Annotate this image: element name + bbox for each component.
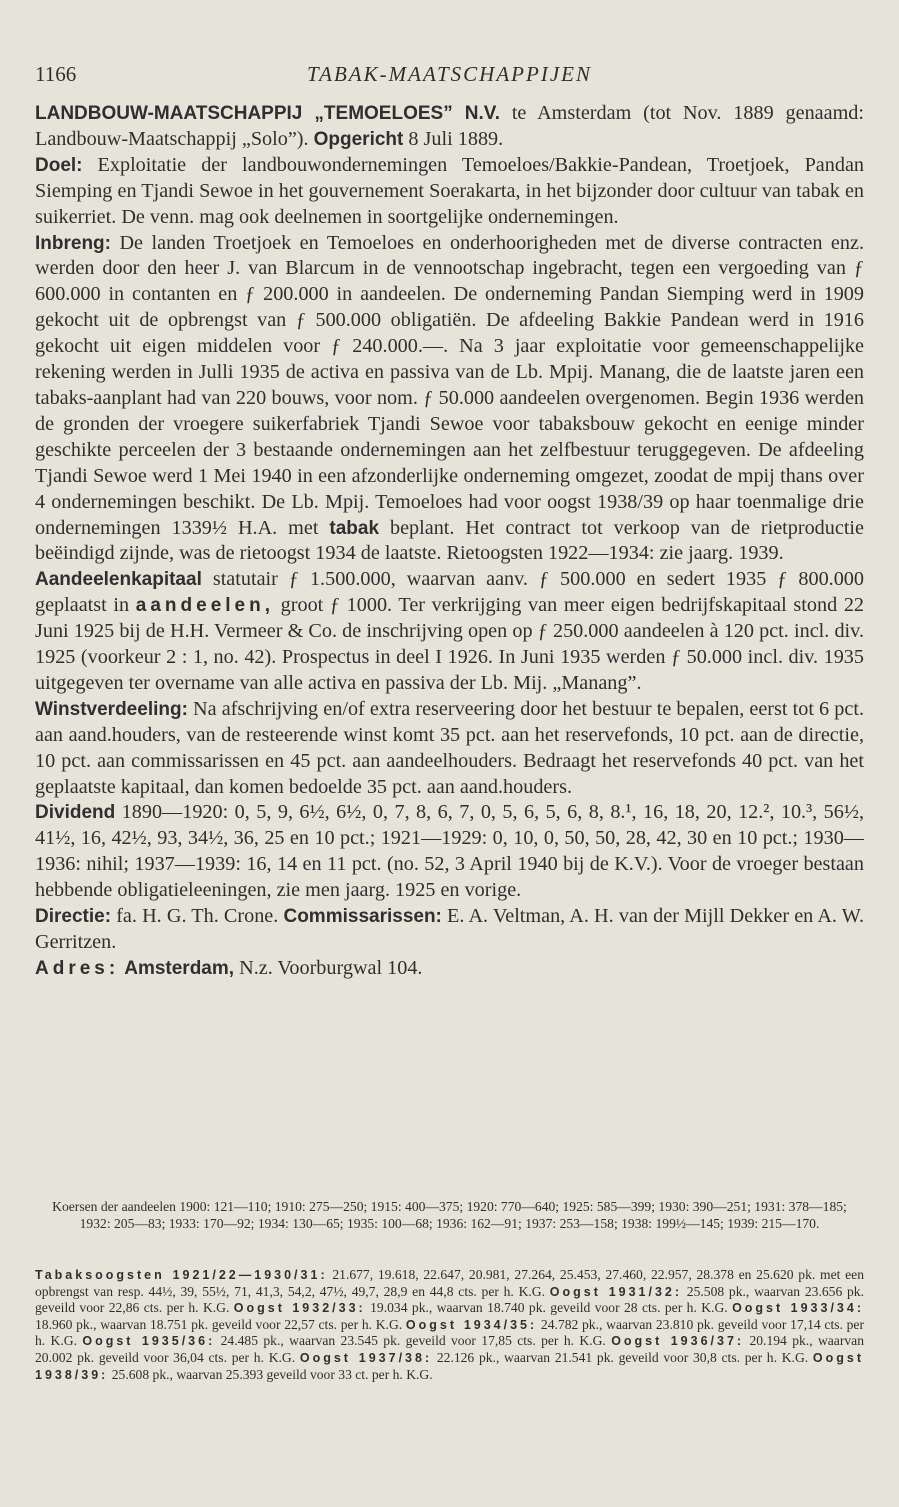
directie-label: Directie: (35, 906, 112, 928)
oogsten-text-2: 25.508 pk., waarvan 23.656 pk. geveild voor 22,86 cts. per h. K.G. (35, 1283, 864, 1316)
inbreng-text-2: beplant. Het contract tot verkoop van de rietproductie beëindigd zijnde, was de rietoogst 1934 de laatste. Rietoogsten 1922—1934: zie jaarg. 1939. (35, 516, 865, 565)
adres-paragraph (35, 956, 864, 982)
kapitaal-text-2: groot ƒ 1000. Ter verkrijging van meer eigen bedrijfskapitaal stond 22 Juni 1925 bij de H.H. Vermeer & Co. de inschrijving open op ƒ 250.000 aandeelen à 120 pct. incl. div. 1925 (voorkeur 2 : 1, no. 42). Prospectus in deel I 1926. In Juni 1935 werden ƒ 50.000 incl. div. 1935 uitgegeven ter overname van alle activa en passiva der Lb. Mij. „Manang”. (35, 594, 865, 694)
doel-label: Doel: (35, 154, 83, 176)
page-header (35, 62, 864, 88)
oogsten-label-1: Tabaksoogsten 1921/22—1930/31: (35, 1268, 328, 1282)
oogsten-label-9: Oogst 1938/39: (35, 1350, 864, 1382)
page-number: 1166 (35, 62, 77, 86)
oogsten-text-4: 18.960 pk., waarvan 18.751 pk. geveild voor 22,57 cts. per h. K.G. (35, 1316, 406, 1332)
directie-text: fa. H. G. Th. Crone. (111, 905, 284, 928)
inbreng-label: Inbreng: (35, 232, 111, 254)
company-intro: te Amsterdam (tot Nov. 1889 genaamd: Landbouw-Maatschappij „Solo”). (35, 102, 864, 150)
company-name: LANDBOUW-MAATSCHAPPIJ „TEMOELOES” N.V. (35, 103, 500, 124)
oogsten-note (35, 1267, 864, 1383)
koersen-note: Koersen der aandeelen 1900: 121—110; 1910: 275—250; 1915: 400—375; 1920: 770—640; 1925: 585—399; 1930: 390—251; 1931: 378—185; 1932: 205—83; 1933: 170—92; 1934: 130—65; 1935: 100—68; 1936: 162—91; 1937: 253—158; 1938: 199½—145; 1939: 215—170. (52, 1199, 847, 1231)
winst-text: Na afschrijving en/of extra reserveering door het bestuur te bepalen, eerst tot 6 pct. aan aand.houders, van de resteerende winst komt 35 pct. aan het reservefonds, 10 pct. aan de directie, 10 pct. aan commissarissen en 45 pct. aan aandeelhouders. Bedraagt het reservefonds 40 pct. van het geplaatste kapitaal, dan komen bedoelde 35 pct. aan aand.houders. (35, 697, 864, 798)
oogsten-text-8: 22.126 pk., waarvan 21.541 pk. geveild voor 30,8 cts. per h. K.G. (432, 1349, 813, 1365)
adres-label: Adres: (35, 957, 120, 979)
inbreng-text-1: De landen Troetjoek en Temoeloes en onderhoorigheden met de diverse contracten enz. werden door den heer J. van Blarcum in de vennootschap ingebracht, tegen een vergoeding van ƒ 600.000 in contanten en ƒ 200.000 in aandeelen. De onderneming Pandan Siemping werd in 1909 gekocht uit de opbrengst van ƒ 500.000 obligatiën. De afdeeling Bakkie Pandean werd in 1916 gekocht uit eigen middelen voor ƒ 240.000.—. Na 3 jaar exploitatie voor gemeenschappelijke rekening werden in Julli 1935 de activa en passiva van de Lb. Mpij. Manang, die de laatste jaren een tabaks-aanplant had van 220 bouws, voor nom. ƒ 50.000 aandeelen overgenomen. Begin 1936 werden de gronden der vroegere suikerfabriek Tjandi Sewoe voor tabaksbouw gekocht en eenige minder geschikte perceelen der 3 bestaande ondernemingen aan het zelfbestuur teruggegeven. De afdeeling Tjandi Sewoe werd 1 Mei 1940 in een afzonderlijke onderneming omgezet, zoodat de mpij thans over 4 ondernemingen beschikt. De Lb. Mpij. Temoeloes had voor oogst 1938/39 op haar toenmalige drie ondernemingen 1339½ H.A. met (35, 231, 864, 539)
opgericht-label: Opgericht (313, 128, 404, 150)
directie-paragraph (35, 904, 864, 956)
running-title: TABAK-MAATSCHAPPIJEN (307, 62, 592, 86)
adres-text: N.z. Voorburgwal 104. (234, 956, 423, 979)
dividend-text: 1890—1920: 0, 5, 9, 6½, 6½, 0, 7, 8, 6, 7, 0, 5, 6, 5, 6, 8, 8.¹, 16, 18, 20, 12.², 10.³, 56½, 41½, 16, 42½, 93, 34½, 36, 25 en 10 pct.; 1921—1929: 0, 10, 0, 50, 50, 28, 42, 30 en 10 pct.; 1930—1936: nihil; 1937—1939: 16, 14 en 11 pct. (no. 52, 3 April 1940 bij de K.V.). Voor de vroeger bestaan hebbende obligatieleeningen, zie men jaarg. 1925 en vorige. (35, 801, 864, 902)
oogsten-label-5: Oogst 1934/35: (405, 1317, 538, 1332)
winst-label: Winstverdeeling: (35, 698, 188, 720)
oogsten-label-7: Oogst 1936/37: (611, 1334, 745, 1349)
oogsten-text-5: 24.782 pk., waarvan 23.810 pk. geveild voor 17,14 cts. per h. K.G. (35, 1316, 864, 1349)
oogsten-text-1: 21.677, 19.618, 22.647, 20.981, 27.264, 25.453, 27.460, 22.957, 28.378 en 25.620 pk. met een opbrengst van resp. 44½, 39, 55½, 71, 41,3, 54,2, 47½, 49,7, 28,9 en 44,8 cts. per h. K.G. (35, 1267, 864, 1299)
commissarissen-text: E. A. Veltman, A. H. van der Mijll Dekker en A. W. Gerritzen. (35, 905, 864, 953)
oogsten-label-8: Oogst 1937/38: (299, 1350, 433, 1365)
oogsten-label-6: Oogst 1935/36: (82, 1334, 216, 1349)
inbreng-tabak: tabak (329, 517, 380, 539)
company-heading-paragraph (35, 101, 864, 153)
opgericht-value: 8 Juli 1889. (403, 127, 504, 150)
oogsten-label-3: Oogst 1932/33: (233, 1301, 366, 1316)
doel-paragraph (35, 153, 864, 231)
dividend-paragraph (35, 800, 864, 904)
kapitaal-label: Aandeelenkapitaal (35, 569, 202, 591)
company-entry (35, 101, 864, 982)
oogsten-label-4: Oogst 1933/34: (732, 1301, 864, 1316)
oogsten-text-9: 25.608 pk., waarvan 25.393 geveild voor 33 ct. per h. K.G. (108, 1366, 433, 1382)
oogsten-text-6: 24.485 pk., waarvan 23.545 pk. geveild voor 17,85 cts. per h. K.G. (215, 1333, 612, 1349)
oogsten-text-7: 20.194 pk., waarvan 20.002 pk. geveild voor 36,04 cts. per h. K.G. (35, 1333, 864, 1365)
dividend-label: Dividend (35, 802, 116, 824)
kapitaal-text-1: statutair ƒ 1.500.000, waarvan aanv. ƒ 500.000 en sedert 1935 ƒ 800.000 geplaatst in (35, 568, 864, 617)
kapitaal-paragraph (35, 567, 864, 697)
adres-city: Amsterdam, (124, 957, 235, 979)
winst-paragraph (35, 697, 864, 801)
doel-text: Exploitatie der landbouwondernemingen Temoeloes/Bakkie-Pandean, Troetjoek, Pandan Siemping en Tjandi Sewoe in het gouvernement Soerakarta, in het bijzonder door cultuur van tabak en suikerriet. De venn. mag ook deelnemen in soortgelijke ondernemingen. (35, 153, 864, 228)
kapitaal-aandeelen: aandeelen, (135, 595, 274, 617)
inbreng-paragraph (35, 231, 864, 568)
oogsten-label-2: Oogst 1931/32: (549, 1284, 683, 1299)
commissarissen-label: Commissarissen: (283, 906, 442, 928)
oogsten-text-3: 19.034 pk., waarvan 18.740 pk. geveild voor 28 cts. per h. K.G. (365, 1300, 733, 1316)
